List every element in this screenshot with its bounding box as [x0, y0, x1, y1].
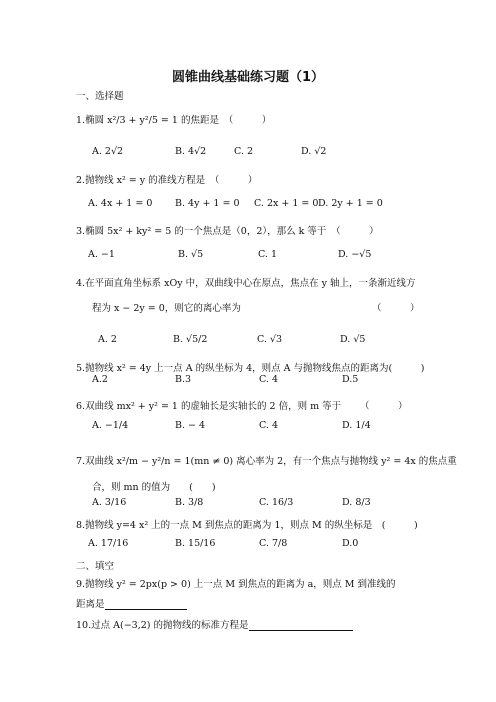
q6-option-c: C. 4	[259, 420, 279, 431]
q3-option-a: A. −1	[88, 249, 115, 260]
q7-option-d: D. 8/3	[342, 497, 371, 508]
q2-option-c: C. 2x + 1 = 0	[254, 198, 319, 209]
question-5: 5.抛物线 x² = 4y 上一点 A 的纵坐标为 4，则点 A 与抛物线焦点的距离为( )	[76, 363, 425, 374]
q1-option-a: A. 2√2	[92, 146, 124, 157]
q8-option-b: B. 15/16	[175, 538, 216, 549]
question-10	[76, 617, 353, 631]
q2-option-b: B. 4y + 1 = 0	[175, 198, 240, 209]
q5-option-c: C. 4	[259, 374, 279, 385]
question-9-line-2	[76, 596, 187, 610]
q4-option-c: C. √3	[257, 334, 283, 345]
q4-option-a: A. 2	[98, 334, 117, 345]
q6-option-a: A. −1/4	[92, 420, 129, 431]
question-6-answer-paren: （ ）	[360, 401, 408, 412]
q9-answer-blank[interactable]	[105, 599, 187, 610]
q4-option-b: B. √5/2	[173, 334, 208, 345]
q5-option-d: D.5	[342, 374, 359, 385]
q2-option-d: D. 2y + 1 = 0	[318, 198, 383, 209]
question-4-line-2: 程为 x − 2y = 0，则它的离心率为	[92, 303, 241, 314]
question-8: 8.抛物线 y=4 x² 上的一点 M 到焦点的距离为 1，则点 M 的纵坐标是 ( )	[76, 520, 418, 531]
q8-option-c: C. 7/8	[259, 538, 288, 549]
q2-option-a: A. 4x + 1 = 0	[88, 198, 153, 209]
question-9-line-1: 9.抛物线 y² = 2px(p > 0) 上一点 M 到焦点的距离为 a，则点 M 到准线的	[76, 579, 396, 590]
q8-option-d: D.0	[342, 538, 359, 549]
q1-option-d: D. √2	[301, 146, 327, 157]
q6-option-d: D. 1/4	[342, 420, 371, 431]
question-10-text: 10.过点 A(−3,2) 的抛物线的标准方程是	[76, 620, 249, 631]
section-choice-heading: 一、选择题	[76, 91, 124, 102]
page-title: 圆锥曲线基础练习题（1）	[171, 70, 325, 85]
question-7-line-1: 7.双曲线 x²/m − y²/n = 1(mn ≠ 0) 离心率为 2，有一个焦点与抛物线 y² = 4x 的焦点重	[76, 456, 457, 467]
question-9-line-2-text: 距离是	[76, 599, 105, 610]
q7-option-b: B. 3/8	[175, 497, 204, 508]
q5-option-a: A.2	[92, 374, 108, 385]
question-4-line-1: 4.在平面直角坐标系 xOy 中，双曲线中心在原点，焦点在 y 轴上，一条渐近线方	[76, 278, 416, 289]
q3-option-d: D. −√5	[338, 249, 372, 260]
q3-option-c: C. 1	[258, 249, 278, 260]
q8-option-a: A. 17/16	[88, 538, 129, 549]
question-3: 3.椭圆 5x² + ky² = 5 的一个焦点是（0，2），那么 k 等于 （ ）	[76, 226, 379, 237]
q7-option-c: C. 16/3	[259, 497, 294, 508]
q6-option-b: B. − 4	[175, 420, 206, 431]
section-fill-heading: 二、填空	[76, 561, 115, 572]
question-1: 1.椭圆 x²/3 + y²/5 = 1 的焦距是 （ ）	[76, 115, 272, 126]
q1-option-c: C. 2	[234, 146, 254, 157]
q7-option-a: A. 3/16	[92, 497, 127, 508]
question-7-line-2: 合，则 mn 的值为 ( )	[92, 482, 216, 493]
q4-option-d: D. √5	[340, 334, 366, 345]
question-2: 2.抛物线 x² = y 的准线方程是 （ ）	[76, 175, 258, 186]
q1-option-b: B. 4√2	[175, 146, 207, 157]
q10-answer-blank[interactable]	[249, 620, 353, 631]
question-6: 6.双曲线 mx² + y² = 1 的虚轴长是实轴长的 2 倍，则 m 等于	[76, 401, 342, 412]
q3-option-b: B. √5	[178, 249, 204, 260]
question-4-answer-paren: （ ）	[372, 303, 420, 314]
q5-option-b: B.3	[175, 374, 192, 385]
